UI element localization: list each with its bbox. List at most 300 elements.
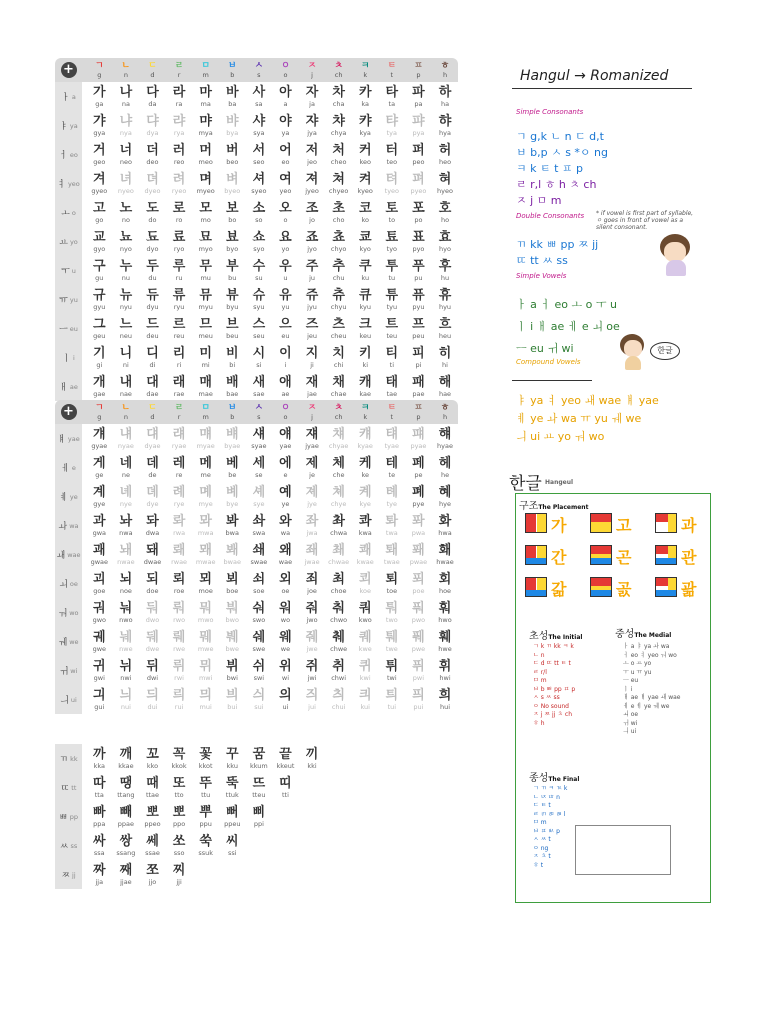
syllable-roman: pui [413, 702, 424, 711]
syllable-cell [86, 573, 113, 595]
syllable-block-icon [590, 545, 612, 565]
syllable-hangul: 바 [225, 84, 239, 100]
syllable-roman: nwo [119, 615, 133, 624]
syllable-cell [219, 347, 246, 369]
consonant-jamo: ㅅ [254, 403, 264, 413]
consonant-header-cell [379, 403, 406, 421]
syllable-hangul: 계 [93, 484, 106, 500]
syllable-cell [246, 202, 273, 224]
syllable-hangul: 유 [279, 287, 292, 303]
syllable-cell [166, 631, 193, 653]
syllable-roman: ppae [117, 819, 134, 828]
syllable-hangul: 츼 [332, 687, 345, 703]
syllable-roman: mwae [195, 557, 216, 566]
syllable-cell [405, 115, 432, 137]
syllable-hangul: 워 [279, 600, 292, 616]
syllable-hangul: 호 [438, 200, 452, 216]
syllable-hangul: 쌍 [119, 833, 133, 849]
syllable-cell [113, 318, 140, 340]
syllable-hangul: 스 [252, 316, 266, 332]
syllable-roman: re [175, 470, 183, 479]
syllable-cell [325, 202, 352, 224]
syllable-cell [272, 573, 299, 595]
syllable-hangul: 페 [412, 455, 425, 471]
syllable-hangul: 퍼 [412, 142, 425, 158]
syllable-hangul: 재 [305, 374, 319, 390]
syllable-roman: kwae [356, 557, 374, 566]
syllable-cell [246, 376, 273, 398]
row-roman: oe [69, 579, 78, 588]
plus-icon[interactable]: + [61, 404, 77, 420]
syllable-roman: bwae [223, 557, 241, 566]
jamo-list-item: ㅜ u ㅠ yu [623, 668, 652, 676]
syllable-hangul: 퍠 [412, 426, 425, 442]
syllable-table-compound [55, 400, 458, 714]
syllable-hangul: 쉬 [252, 658, 266, 674]
row-vowel: ㅝ [58, 609, 68, 619]
syllable-cell [405, 260, 432, 282]
syllable-roman: bwi [226, 673, 238, 682]
syllable-cell [352, 376, 379, 398]
jamo-list-item: ㅓ eo ㅕ yeo ㅝ wo [623, 651, 677, 659]
syllable-hangul: 뉴 [119, 287, 133, 303]
syllable-hangul: 듸 [146, 687, 159, 703]
syllable-cell [405, 289, 432, 311]
syllable-cell [86, 689, 113, 711]
syllable-hangul: 깨 [119, 746, 133, 762]
syllable-roman: ssang [116, 848, 136, 857]
syllable-cell [325, 173, 352, 195]
syllable-roman: twae [383, 557, 400, 566]
syllable-roman: po [414, 215, 423, 224]
consonant-header-cell [86, 403, 113, 421]
syllable-hangul: 커 [358, 142, 372, 158]
syllable-roman: koe [359, 586, 371, 595]
syllable-roman: ro [175, 215, 183, 224]
jamo-list-item: ㅇ ng [533, 844, 549, 852]
syllable-roman: rwe [173, 644, 186, 653]
syllable-hangul: 휴 [438, 287, 452, 303]
syllable-hangul: 졔 [305, 484, 319, 500]
syllable-hangul: 싸 [93, 833, 106, 849]
syllable-roman: chyo [330, 244, 347, 253]
syllable-cell [272, 376, 299, 398]
syllable-hangul: 뽀 [172, 804, 186, 820]
syllable-hangul: 드 [146, 316, 159, 332]
syllable-hangul: 저 [305, 142, 319, 158]
syllable-hangul: 끼 [305, 746, 319, 762]
syllable-row [55, 802, 325, 831]
syllable-cell [86, 428, 113, 450]
consonant-header-cell [352, 403, 379, 421]
syllable-roman: kya [359, 128, 371, 137]
syllable-cell [246, 289, 273, 311]
syllable-cell [325, 260, 352, 282]
syllable-row [55, 227, 458, 256]
row-vowel-label [55, 227, 82, 256]
syllable-cell [379, 660, 406, 682]
syllable-roman: chyae [328, 441, 349, 450]
syllable-example: 간 [551, 548, 567, 567]
row-vowel-label [55, 314, 82, 343]
syllable-roman: swae [250, 557, 268, 566]
syllable-roman: tyae [384, 441, 400, 450]
syllable-cell [352, 231, 379, 253]
syllable-hangul: 꼬 [146, 746, 159, 762]
syllable-hangul: 땡 [119, 775, 133, 791]
syllable-cell [325, 573, 352, 595]
syllable-hangul: 채 [332, 374, 345, 390]
hangeul-title: 한글 [509, 474, 542, 494]
syllable-roman: pae [412, 389, 425, 398]
syllable-hangul: 세 [252, 455, 266, 471]
syllable-hangul: 뤠 [172, 629, 186, 645]
syllable-hangul: 뭬 [199, 629, 212, 645]
syllable-cell [139, 486, 166, 508]
consonant-row: ㅂ b,p ㅅ s *ㅇ ng [516, 146, 609, 159]
row-vowel: ㅒ [57, 435, 66, 445]
syllable-cell [352, 347, 379, 369]
syllable-hangul: 또 [172, 775, 186, 791]
jamo-list-item: ㄹ ㄺ ㄻ ㄼ l [533, 810, 566, 818]
syllable-cell [192, 173, 219, 195]
syllable-cell [192, 144, 219, 166]
syllable-hangul: 코 [358, 200, 372, 216]
syllable-roman: heu [438, 331, 452, 340]
syllable-hangul: 돠 [146, 513, 159, 529]
syllable-cell [246, 748, 273, 770]
row-vowel-label [55, 569, 82, 598]
syllable-hangul: 쇄 [252, 542, 266, 558]
syllable-hangul: 쪼 [146, 862, 159, 878]
syllable-cell [139, 376, 166, 398]
consonant-roman: t [390, 413, 394, 421]
syllable-hangul: 태 [385, 374, 399, 390]
syllable-roman: kwa [358, 528, 372, 537]
compound-row: ㅑ ya ㅕ yeo ㅙ wae ㅒ yae [516, 394, 659, 407]
syllable-hangul: 표 [412, 229, 425, 245]
syllable-hangul: 왜 [279, 542, 292, 558]
syllable-roman: pyeo [410, 186, 427, 195]
syllable-cell [166, 515, 193, 537]
syllable-cell [166, 602, 193, 624]
syllable-roman: mwo [197, 615, 214, 624]
consonant-jamo: ㅁ [201, 403, 211, 413]
syllable-roman: i [284, 360, 287, 369]
syllable-hangul: 녀 [119, 171, 133, 187]
syllable-roman: dyo [146, 244, 159, 253]
syllable-hangul: 줘 [305, 600, 319, 616]
syllable-hangul: 지 [305, 345, 319, 361]
syllable-roman: hwa [438, 528, 452, 537]
consonant-jamo: ㅎ [440, 403, 450, 413]
syllable-hangul: 취 [332, 658, 345, 674]
syllable-hangul: 희 [438, 687, 452, 703]
syllable-cell [192, 457, 219, 479]
consonant-roman: p [416, 71, 421, 79]
syllable-cell [246, 457, 273, 479]
consonant-roman: k [363, 71, 368, 79]
syllable-hangul: 효 [438, 229, 452, 245]
syllable-hangul: 훼 [438, 629, 452, 645]
syllable-cell [246, 544, 273, 566]
syllable-hangul: 톄 [385, 484, 399, 500]
syllable-cell [432, 202, 459, 224]
syllable-hangul: 쥐 [305, 658, 319, 674]
syllable-hangul: 쾨 [358, 571, 372, 587]
final-heading: 종성The Final [529, 773, 580, 784]
syllable-cell [86, 457, 113, 479]
syllable-hangul: 콰 [358, 513, 372, 529]
syllable-hangul: 됴 [146, 229, 159, 245]
jamo-list-item: ㅗ o ㅛ yo [623, 660, 652, 667]
syllable-cell [379, 144, 406, 166]
romanization-panel [508, 62, 713, 442]
syllable-roman: ri [176, 360, 182, 369]
syllable-cell [272, 515, 299, 537]
syllable-hangul: 켜 [358, 171, 372, 187]
consonant-header-row [55, 400, 458, 424]
syllable-hangul: 햬 [438, 426, 452, 442]
syllable-cell [432, 231, 459, 253]
syllable-roman: hwae [436, 557, 454, 566]
row-vowel-label [55, 627, 82, 656]
syllable-hangul: 뽀 [146, 804, 159, 820]
syllable-cell [352, 631, 379, 653]
syllable-roman: bae [226, 389, 239, 398]
consonant-jamo: ㅂ [227, 61, 237, 71]
syllable-hangul: 하 [438, 84, 452, 100]
syllable-roman: dye [146, 499, 159, 508]
syllable-row [55, 860, 325, 889]
syllable-hangul: 씨 [225, 833, 239, 849]
syllable-roman: deo [146, 157, 159, 166]
syllable-roman: myu [198, 302, 213, 311]
consonant-header-cell [113, 61, 140, 79]
syllable-roman: gya [93, 128, 106, 137]
syllable-roman: bye [226, 499, 239, 508]
syllable-hangul: 고 [93, 200, 106, 216]
syllable-roman: sa [255, 99, 263, 108]
row-roman: ui [70, 695, 77, 704]
syllable-roman: da [148, 99, 157, 108]
syllable-cell [166, 457, 193, 479]
syllable-hangul: 퀴 [358, 658, 372, 674]
row-vowel: ㅢ [60, 696, 69, 706]
row-roman: o [71, 208, 76, 217]
syllable-cell [139, 777, 166, 799]
syllable-cell [405, 376, 432, 398]
syllable-hangul: 개 [93, 374, 106, 390]
syllable-row [55, 598, 458, 627]
syllable-row [55, 744, 325, 773]
syllable-cell [86, 660, 113, 682]
row-roman: kk [70, 754, 78, 763]
syllable-cell [352, 515, 379, 537]
syllable-roman: myo [198, 244, 213, 253]
syllable-roman: je [309, 470, 315, 479]
syllable-cell [86, 515, 113, 537]
syllable-roman: hwe [438, 644, 452, 653]
syllable-hangul: 투 [385, 258, 399, 274]
divider [512, 380, 592, 381]
syllable-cell [113, 515, 140, 537]
simple-consonants-label: Simple Consonants [516, 108, 584, 116]
syllable-roman: chwi [331, 673, 347, 682]
consonant-header-cell [219, 403, 246, 421]
consonant-header-cell [432, 61, 459, 79]
consonant-row: ㅈ j ㅁ m [516, 194, 562, 207]
syllable-cell [379, 428, 406, 450]
consonant-jamo: ㅋ [360, 403, 370, 413]
row-roman: wi [70, 666, 78, 675]
syllable-hangul: 조 [305, 200, 319, 216]
syllable-cell [379, 515, 406, 537]
syllable-cell [272, 660, 299, 682]
syllable-hangul: 뮈 [199, 658, 212, 674]
syllable-roman: kka [93, 761, 105, 770]
syllable-cell [139, 86, 166, 108]
syllable-row [55, 453, 458, 482]
syllable-hangul: 후 [438, 258, 452, 274]
syllable-cell [405, 602, 432, 624]
consonant-header-cell [299, 403, 326, 421]
consonant-header-cell [246, 403, 273, 421]
syllable-roman: gyae [91, 441, 108, 450]
syllable-hangul: 크 [358, 316, 372, 332]
syllable-hangul: 주 [305, 258, 319, 274]
row-vowel: ㅔ [61, 464, 70, 474]
syllable-cell [86, 202, 113, 224]
syllable-hangul: 뱨 [225, 426, 239, 442]
syllable-roman: meu [198, 331, 213, 340]
syllable-hangul: 퐈 [412, 513, 425, 529]
syllable-roman: bo [228, 215, 237, 224]
syllable-roman: syae [251, 441, 267, 450]
syllable-roman: pe [414, 470, 423, 479]
syllable-roman: chu [332, 273, 345, 282]
syllable-cell [272, 602, 299, 624]
syllable-hangul: 췌 [332, 629, 345, 645]
syllable-hangul: 퍄 [412, 113, 425, 129]
syllable-roman: ka [361, 99, 370, 108]
syllable-hangul: 쟤 [305, 426, 319, 442]
syllable-cell [192, 115, 219, 137]
syllable-roman: me [200, 470, 211, 479]
syllable-roman: dae [146, 389, 159, 398]
syllable-roman: meo [198, 157, 213, 166]
syllable-cell [272, 777, 299, 799]
syllable-roman: goe [93, 586, 106, 595]
syllable-roman: kkae [118, 761, 134, 770]
syllable-roman: he [440, 470, 450, 479]
syllable-roman: gyu [93, 302, 106, 311]
syllable-roman: su [255, 273, 263, 282]
syllable-hangul: 교 [93, 229, 106, 245]
syllable-cell [325, 115, 352, 137]
syllable-hangul: 으 [279, 316, 292, 332]
jamo-list-item: ㄱ ㄲ ㅋ ㄳ k [533, 785, 568, 792]
syllable-hangul: 위 [279, 658, 292, 674]
syllable-roman: do [148, 215, 157, 224]
consonant-roman: j [311, 71, 313, 79]
row-roman: yo [69, 237, 78, 246]
syllable-roman: hoe [438, 586, 452, 595]
consonant-jamo: ㅈ [307, 403, 317, 413]
syllable-hangul: 탸 [385, 113, 399, 129]
row-roman: ye [69, 492, 78, 501]
syllable-roman: yu [281, 302, 290, 311]
syllable-hangul: 카 [358, 84, 372, 100]
syllable-cell [432, 428, 459, 450]
jamo-list-item: ㅟ wi [623, 719, 638, 727]
medial-list [623, 643, 681, 737]
syllable-cell [405, 486, 432, 508]
syllable-roman: jae [307, 389, 317, 398]
syllable-hangul: 뫼 [199, 571, 212, 587]
syllable-hangul: 구 [93, 258, 106, 274]
plus-icon[interactable]: + [61, 62, 77, 78]
row-roman: eu [69, 324, 78, 333]
syllable-cell [166, 173, 193, 195]
syllable-roman: u [283, 273, 288, 282]
syllable-cell [432, 689, 459, 711]
consonant-jamo: ㅌ [387, 403, 397, 413]
syllable-cell [219, 115, 246, 137]
syllable-hangul: 요 [279, 229, 292, 245]
jamo-list-item: ㅁ m [533, 677, 547, 684]
syllable-roman: a [283, 99, 288, 108]
syllable-hangul: 풔 [412, 600, 425, 616]
row-vowel: ㅏ [61, 93, 70, 103]
syllable-cell [299, 115, 326, 137]
consonant-jamo: ㅋ [360, 61, 370, 71]
syllable-hangul: 폐 [412, 484, 425, 500]
syllable-hangul: 배 [225, 374, 239, 390]
consonant-header-row [55, 58, 458, 82]
row-vowel: ㅓ [59, 151, 68, 161]
row-vowel-label [55, 372, 82, 401]
syllable-cell [86, 486, 113, 508]
row-vowel: ㅣ [62, 354, 71, 364]
consonant-header-cell [139, 403, 166, 421]
syllable-roman: ssuk [198, 848, 213, 857]
syllable-hangul: 츠 [332, 316, 345, 332]
syllable-cell [113, 806, 140, 828]
syllable-roman: no [121, 215, 130, 224]
syllable-roman: keo [359, 157, 371, 166]
syllable-cell [192, 573, 219, 595]
row-vowel: ㅃ [59, 813, 68, 823]
syllable-roman: to [388, 215, 396, 224]
syllable-cell [299, 544, 326, 566]
syllable-hangul: 네 [119, 455, 133, 471]
syllable-hangul: 디 [146, 345, 159, 361]
consonant-jamo: ㅇ [281, 403, 290, 413]
syllable-roman: mui [199, 702, 212, 711]
syllable-cell [139, 289, 166, 311]
syllable-roman: hwo [438, 615, 452, 624]
row-vowel-label [55, 831, 82, 860]
syllable-roman: ra [175, 99, 183, 108]
syllable-roman: nwae [117, 557, 135, 566]
syllable-cell [272, 428, 299, 450]
syllable-cell [113, 486, 140, 508]
syllable-cell [379, 486, 406, 508]
syllable-cell [352, 173, 379, 195]
syllable-hangul: 쟈 [305, 113, 319, 129]
syllable-cell [272, 689, 299, 711]
